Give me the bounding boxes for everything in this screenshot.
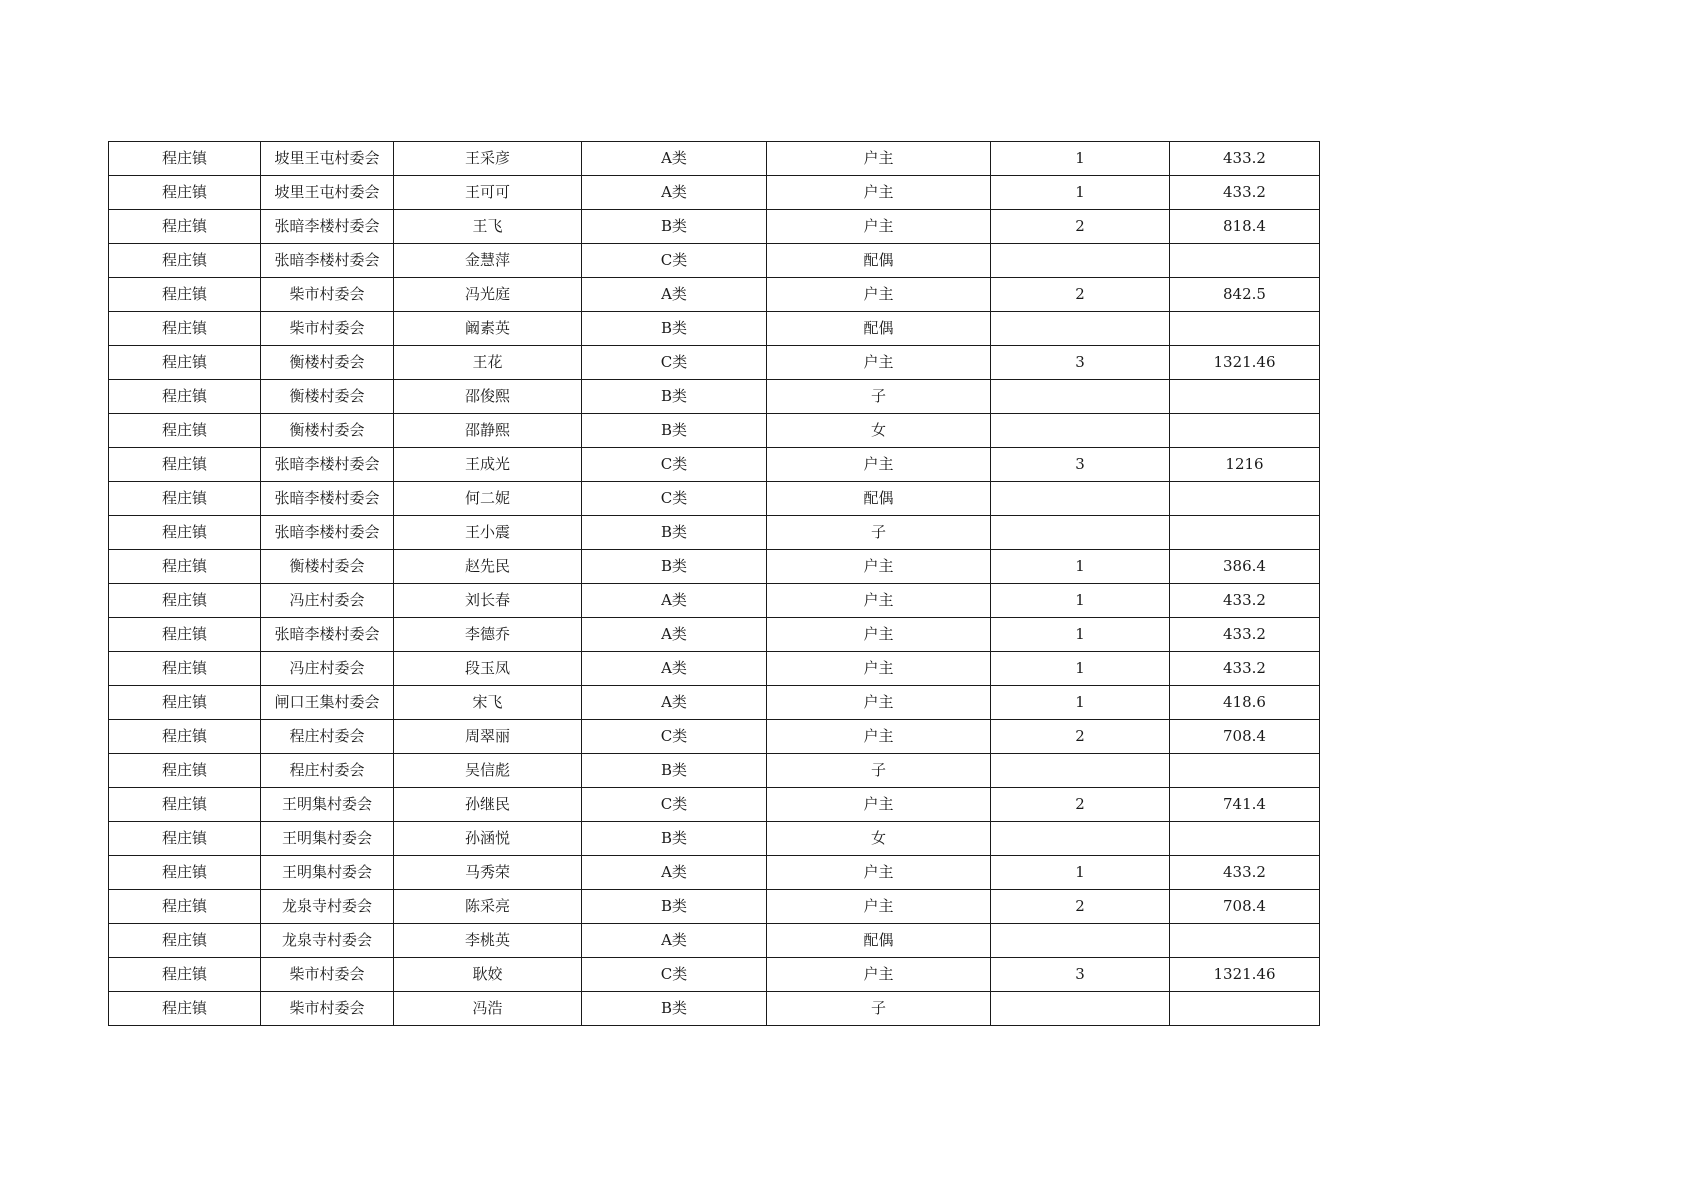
member-count-cell: 2 [991,210,1170,244]
village-cell: 张暗李楼村委会 [261,516,394,550]
village-cell: 王明集村委会 [261,788,394,822]
name-cell: 赵先民 [394,550,582,584]
relation-cell: 户主 [767,618,991,652]
category-cell: B类 [582,210,767,244]
amount-cell: 433.2 [1170,176,1320,210]
town-cell: 程庄镇 [109,278,261,312]
amount-cell [1170,414,1320,448]
amount-cell: 1321.46 [1170,346,1320,380]
member-count-cell: 2 [991,890,1170,924]
town-cell: 程庄镇 [109,890,261,924]
name-cell: 何二妮 [394,482,582,516]
name-cell: 周翠丽 [394,720,582,754]
amount-cell: 386.4 [1170,550,1320,584]
town-cell: 程庄镇 [109,210,261,244]
town-cell: 程庄镇 [109,652,261,686]
amount-cell [1170,482,1320,516]
village-cell: 衡楼村委会 [261,550,394,584]
table-row [109,210,1320,244]
category-cell: A类 [582,142,767,176]
relation-cell: 户主 [767,890,991,924]
amount-cell [1170,924,1320,958]
name-cell: 王成光 [394,448,582,482]
town-cell: 程庄镇 [109,822,261,856]
category-cell: B类 [582,414,767,448]
relation-cell: 户主 [767,448,991,482]
amount-cell [1170,244,1320,278]
member-count-cell: 2 [991,278,1170,312]
member-count-cell: 1 [991,550,1170,584]
member-count-cell [991,516,1170,550]
village-cell: 冯庄村委会 [261,584,394,618]
name-cell: 王花 [394,346,582,380]
village-cell: 柴市村委会 [261,958,394,992]
amount-cell [1170,380,1320,414]
relation-cell: 户主 [767,958,991,992]
member-count-cell [991,482,1170,516]
member-count-cell: 1 [991,142,1170,176]
table-row [109,346,1320,380]
table-row [109,652,1320,686]
category-cell: C类 [582,482,767,516]
table-row [109,176,1320,210]
document-page [108,141,1320,1026]
name-cell: 冯光庭 [394,278,582,312]
category-cell: C类 [582,244,767,278]
table-row [109,720,1320,754]
town-cell: 程庄镇 [109,584,261,618]
member-count-cell: 3 [991,448,1170,482]
name-cell: 吴信彪 [394,754,582,788]
village-cell: 柴市村委会 [261,278,394,312]
village-cell: 衡楼村委会 [261,380,394,414]
village-cell: 张暗李楼村委会 [261,618,394,652]
table-row [109,686,1320,720]
town-cell: 程庄镇 [109,550,261,584]
table-row [109,414,1320,448]
member-count-cell [991,924,1170,958]
amount-cell: 1216 [1170,448,1320,482]
table-row [109,244,1320,278]
category-cell: C类 [582,346,767,380]
table-row [109,278,1320,312]
category-cell: A类 [582,618,767,652]
village-cell: 柴市村委会 [261,992,394,1026]
category-cell: C类 [582,720,767,754]
category-cell: B类 [582,992,767,1026]
category-cell: B类 [582,890,767,924]
table-row [109,754,1320,788]
town-cell: 程庄镇 [109,516,261,550]
table-row [109,992,1320,1026]
category-cell: B类 [582,550,767,584]
table-row [109,516,1320,550]
name-cell: 孙涵悦 [394,822,582,856]
member-count-cell [991,414,1170,448]
name-cell: 陈采亮 [394,890,582,924]
town-cell: 程庄镇 [109,924,261,958]
town-cell: 程庄镇 [109,176,261,210]
amount-cell: 433.2 [1170,856,1320,890]
category-cell: A类 [582,278,767,312]
table-row [109,142,1320,176]
category-cell: B类 [582,380,767,414]
village-cell: 张暗李楼村委会 [261,210,394,244]
name-cell: 孙继民 [394,788,582,822]
village-cell: 张暗李楼村委会 [261,448,394,482]
name-cell: 李德乔 [394,618,582,652]
town-cell: 程庄镇 [109,346,261,380]
table-row [109,958,1320,992]
town-cell: 程庄镇 [109,414,261,448]
relation-cell: 户主 [767,346,991,380]
category-cell: A类 [582,652,767,686]
member-count-cell: 1 [991,618,1170,652]
relation-cell: 户主 [767,210,991,244]
town-cell: 程庄镇 [109,992,261,1026]
member-count-cell [991,754,1170,788]
category-cell: B类 [582,822,767,856]
member-count-cell: 2 [991,720,1170,754]
table-row [109,618,1320,652]
table-row [109,380,1320,414]
village-cell: 王明集村委会 [261,822,394,856]
town-cell: 程庄镇 [109,244,261,278]
village-cell: 王明集村委会 [261,856,394,890]
category-cell: C类 [582,448,767,482]
relation-cell: 子 [767,380,991,414]
amount-cell: 818.4 [1170,210,1320,244]
member-count-cell: 1 [991,856,1170,890]
amount-cell: 433.2 [1170,142,1320,176]
category-cell: A类 [582,584,767,618]
amount-cell [1170,754,1320,788]
town-cell: 程庄镇 [109,448,261,482]
relation-cell: 户主 [767,720,991,754]
town-cell: 程庄镇 [109,856,261,890]
village-cell: 衡楼村委会 [261,414,394,448]
village-cell: 程庄村委会 [261,720,394,754]
name-cell: 宋飞 [394,686,582,720]
town-cell: 程庄镇 [109,380,261,414]
category-cell: B类 [582,312,767,346]
amount-cell [1170,822,1320,856]
village-cell: 龙泉寺村委会 [261,924,394,958]
category-cell: C类 [582,788,767,822]
relation-cell: 配偶 [767,244,991,278]
member-count-cell: 1 [991,652,1170,686]
member-count-cell [991,992,1170,1026]
table-row [109,482,1320,516]
name-cell: 马秀荣 [394,856,582,890]
name-cell: 刘长春 [394,584,582,618]
town-cell: 程庄镇 [109,754,261,788]
relation-cell: 配偶 [767,482,991,516]
table-row [109,822,1320,856]
member-count-cell: 3 [991,346,1170,380]
amount-cell [1170,312,1320,346]
town-cell: 程庄镇 [109,788,261,822]
name-cell: 段玉凤 [394,652,582,686]
table-row [109,788,1320,822]
member-count-cell: 1 [991,686,1170,720]
town-cell: 程庄镇 [109,312,261,346]
village-cell: 柴市村委会 [261,312,394,346]
town-cell: 程庄镇 [109,482,261,516]
name-cell: 阚素英 [394,312,582,346]
category-cell: A类 [582,924,767,958]
village-cell: 冯庄村委会 [261,652,394,686]
town-cell: 程庄镇 [109,720,261,754]
relation-cell: 女 [767,822,991,856]
amount-cell [1170,516,1320,550]
member-count-cell [991,244,1170,278]
village-cell: 衡楼村委会 [261,346,394,380]
village-cell: 闸口王集村委会 [261,686,394,720]
category-cell: A类 [582,686,767,720]
table-row [109,856,1320,890]
amount-cell: 433.2 [1170,584,1320,618]
amount-cell: 708.4 [1170,890,1320,924]
member-count-cell [991,822,1170,856]
relation-cell: 户主 [767,584,991,618]
relation-cell: 子 [767,516,991,550]
relation-cell: 户主 [767,550,991,584]
name-cell: 冯浩 [394,992,582,1026]
amount-cell [1170,992,1320,1026]
name-cell: 耿姣 [394,958,582,992]
village-cell: 程庄村委会 [261,754,394,788]
relation-cell: 户主 [767,652,991,686]
name-cell: 李桃英 [394,924,582,958]
name-cell: 金慧萍 [394,244,582,278]
table-row [109,924,1320,958]
relation-cell: 户主 [767,788,991,822]
relation-cell: 女 [767,414,991,448]
name-cell: 王采彦 [394,142,582,176]
member-count-cell: 3 [991,958,1170,992]
relation-cell: 配偶 [767,924,991,958]
category-cell: B类 [582,754,767,788]
amount-cell: 433.2 [1170,652,1320,686]
name-cell: 邵俊熙 [394,380,582,414]
village-cell: 张暗李楼村委会 [261,244,394,278]
table-row [109,584,1320,618]
member-count-cell: 1 [991,584,1170,618]
amount-cell: 418.6 [1170,686,1320,720]
relation-cell: 户主 [767,278,991,312]
town-cell: 程庄镇 [109,142,261,176]
amount-cell: 1321.46 [1170,958,1320,992]
member-count-cell [991,312,1170,346]
table-row [109,448,1320,482]
town-cell: 程庄镇 [109,958,261,992]
name-cell: 王飞 [394,210,582,244]
member-count-cell: 2 [991,788,1170,822]
relation-cell: 户主 [767,176,991,210]
name-cell: 王可可 [394,176,582,210]
member-count-cell [991,380,1170,414]
village-cell: 坡里王屯村委会 [261,176,394,210]
relation-cell: 户主 [767,856,991,890]
amount-cell: 741.4 [1170,788,1320,822]
table-row [109,312,1320,346]
category-cell: C类 [582,958,767,992]
member-count-cell: 1 [991,176,1170,210]
roster-table [108,141,1320,1026]
category-cell: A类 [582,856,767,890]
relation-cell: 子 [767,754,991,788]
table-row [109,550,1320,584]
category-cell: A类 [582,176,767,210]
relation-cell: 户主 [767,142,991,176]
town-cell: 程庄镇 [109,686,261,720]
village-cell: 张暗李楼村委会 [261,482,394,516]
amount-cell: 433.2 [1170,618,1320,652]
relation-cell: 户主 [767,686,991,720]
village-cell: 龙泉寺村委会 [261,890,394,924]
name-cell: 王小震 [394,516,582,550]
town-cell: 程庄镇 [109,618,261,652]
name-cell: 邵静熙 [394,414,582,448]
relation-cell: 配偶 [767,312,991,346]
amount-cell: 842.5 [1170,278,1320,312]
relation-cell: 子 [767,992,991,1026]
roster-table-body [109,142,1320,1026]
village-cell: 坡里王屯村委会 [261,142,394,176]
table-row [109,890,1320,924]
category-cell: B类 [582,516,767,550]
amount-cell: 708.4 [1170,720,1320,754]
